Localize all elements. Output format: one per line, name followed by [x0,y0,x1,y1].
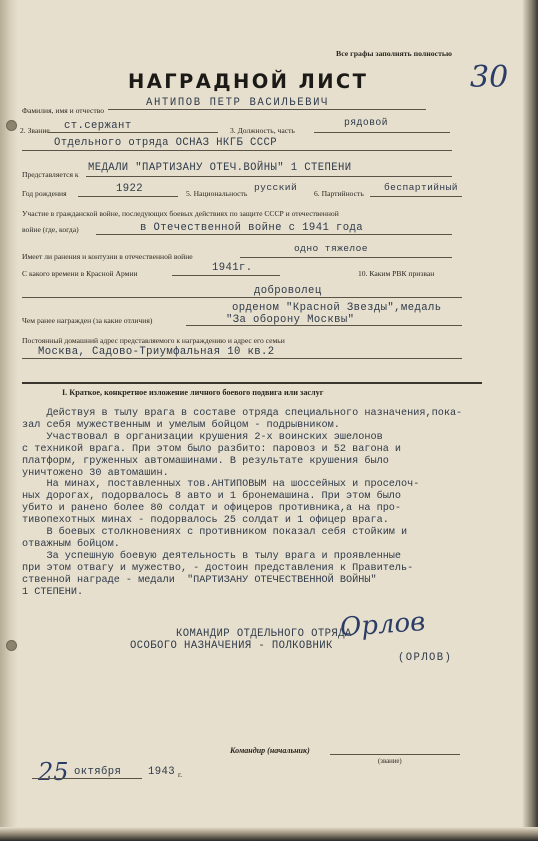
underline [22,358,462,359]
commander-label: Командир (начальник) [230,746,310,755]
underline [86,176,452,177]
feat-text-line: Действуя в тылу врага в составе отряда специального назначения,пока- [22,408,463,419]
address-label: Постоянный домашний адрес представляемого к награждению и адрес его семьи [22,336,285,345]
awards-label: Чем ранее награжден (за какие отличия) [22,316,153,325]
underline [108,109,426,110]
signature-underline [330,754,460,755]
nationality-value: русский [254,182,298,193]
birth-value: 1922 [116,183,144,195]
presented-value: МЕДАЛИ "ПАРТИЗАНУ ОТЕЧ.ВОЙНЫ" 1 СТЕПЕНИ [88,162,352,174]
awards-value-1: орденом "Красной Звезды",медаль [232,302,442,314]
handwritten-signature: Орлов [339,607,427,643]
unit-value: Отдельного отряда ОСНАЗ НКГБ СССР [54,137,277,149]
page-title: НАГРАДНОЙ ЛИСТ [128,70,369,93]
underline [22,297,462,298]
feat-text-line: отважным бойцом. [22,538,120,550]
signature-line-1: КОМАНДИР ОТДЕЛЬНОГО ОТРЯДА [176,628,352,640]
rank-label: 2. Звание [20,126,50,135]
underline [186,325,462,326]
rvk-label: 10. Каким РВК призван [358,269,435,278]
feat-text-line: За успешную боевую деятельность в тылу врага и проявленные [22,550,402,562]
awards-value-2: "За оборону Москвы" [226,314,355,326]
underline [314,132,450,133]
feat-text-line: ных дорогах, подорвалось 8 авто и 1 бронемашина. При этом было [22,491,402,503]
underline [48,132,218,133]
date-year: 1943 [148,766,176,778]
wounds-label: Имеет ли ранения и контузии в отечественной войне [22,252,193,261]
signature-line-2: ОСОБОГО НАЗНАЧЕНИЯ - ПОЛКОВНИК [130,640,333,652]
feat-text-line: платформ, груженных автомашинами. В результате крушения было [22,455,389,467]
position-label: 3. Должность, часть [230,126,295,135]
date-month: октября [74,766,122,778]
underline [32,778,72,779]
rvk-value: доброволец [254,285,322,297]
archive-number: 30 [470,60,509,95]
feat-text-line: На минах, поставленных тов.АНТИПОВЫМ на шоссейных и проселоч- [22,479,420,491]
underline [96,234,452,235]
feat-text-line: зал себя мужественным и умелым бойцом - подрывником. [22,419,340,431]
date-day: 25 [38,758,69,786]
feat-text-line: убито и ранено более 80 солдат и офицеров противника,а на про- [22,503,402,515]
feat-text-line: 1 СТЕПЕНИ. [22,586,84,598]
civil-war-label-2: войне (где, когда) [22,225,79,234]
feat-text-line: тивопехотных минах - подорвалось 25 солдат и 1 офицер врага. [22,515,389,527]
feat-text-line: ственной награде - медали "ПАРТИЗАНУ ОТЕЧЕСТВЕННОЙ ВОЙНЫ" [22,574,377,586]
party-value: беспартийный [384,182,458,193]
nationality-label: 5. Национальность [186,189,248,198]
address-value: Москва, Садово-Триумфальная 10 кв.2 [38,346,275,358]
birth-label: Год рождения [22,189,67,198]
wounds-value: одно тяжелое [294,243,368,254]
name-value: АНТИПОВ ПЕТР ВАСИЛЬЕВИЧ [146,97,330,109]
feat-text-line: В боевых столкновениях с противником показал себя стойким и [22,527,408,539]
underline [370,196,462,197]
presented-label: Представляется к [22,170,79,179]
signature-surname: (ОРЛОВ) [398,652,453,664]
underline [240,257,452,258]
position-value: рядовой [344,117,388,128]
feat-description [22,408,462,599]
underline [172,275,280,276]
civil-war-label: Участие в гражданской войне, последующих боевых действиях по защите СССР и отечественной [22,209,339,218]
binding-hole [6,640,17,651]
civil-war-value: в Отечественной войне с 1941 года [140,222,363,234]
feat-text-line: уничтожено 30 автомашин. [22,467,169,479]
army-value: 1941г. [212,262,253,274]
section-heading: I. Краткое, конкретное изложение личного боевого подвига или заслуг [62,388,324,397]
binding-hole [6,120,17,131]
feat-text-line: Участвовал в организации крушения 2-х воинских эшелонов [22,431,383,443]
section-divider [22,382,482,384]
party-label: 6. Партийность [314,189,364,198]
year-suffix: г. [178,770,183,779]
underline [72,778,142,779]
feat-text-line: с техникой врага. При этом было разбито: паровоз и 52 вагона и [22,443,402,455]
army-label: С какого времени в Красной Армии [22,269,138,278]
page-edge-bottom [0,827,538,841]
fill-all-note: Все графы заполнять полностью [336,49,453,58]
page-edge-right [522,0,538,841]
feat-text-line: при этом отвагу и мужество, - достоин представления к Правитель- [22,562,414,574]
name-label: Фамилия, имя и отчество [22,106,105,115]
underline [22,150,452,151]
rank-value: ст.сержант [64,120,132,132]
rank-caption: (звание) [378,758,402,765]
underline [78,196,178,197]
